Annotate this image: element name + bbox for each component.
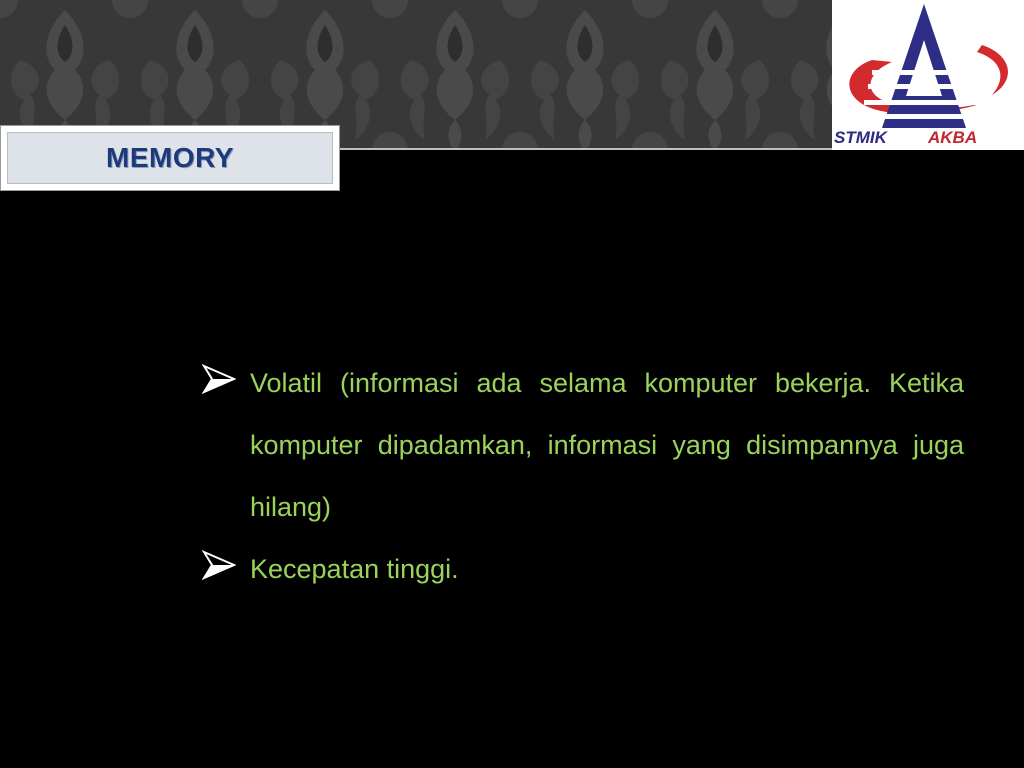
title-inner [7, 132, 333, 184]
logo-text-left: STMIK [834, 128, 887, 147]
bullet-list [200, 352, 964, 600]
logo [832, 0, 1024, 150]
logo-text-right: AKBA [928, 128, 978, 147]
arrow-bullet-icon [202, 362, 236, 396]
bullet-item [200, 352, 964, 538]
title-box [0, 125, 340, 191]
logo-text [832, 128, 1024, 150]
bullet-text: Kecepatan tinggi. [250, 554, 459, 584]
bullet-text: Volatil (informasi ada selama komputer bekerja. Ketika komputer dipadamkan, informasi yang disimpannya juga hilang) [250, 368, 964, 522]
arrow-bullet-icon [202, 548, 236, 582]
slide-title: MEMORY [106, 142, 234, 173]
bullet-item [200, 538, 964, 600]
